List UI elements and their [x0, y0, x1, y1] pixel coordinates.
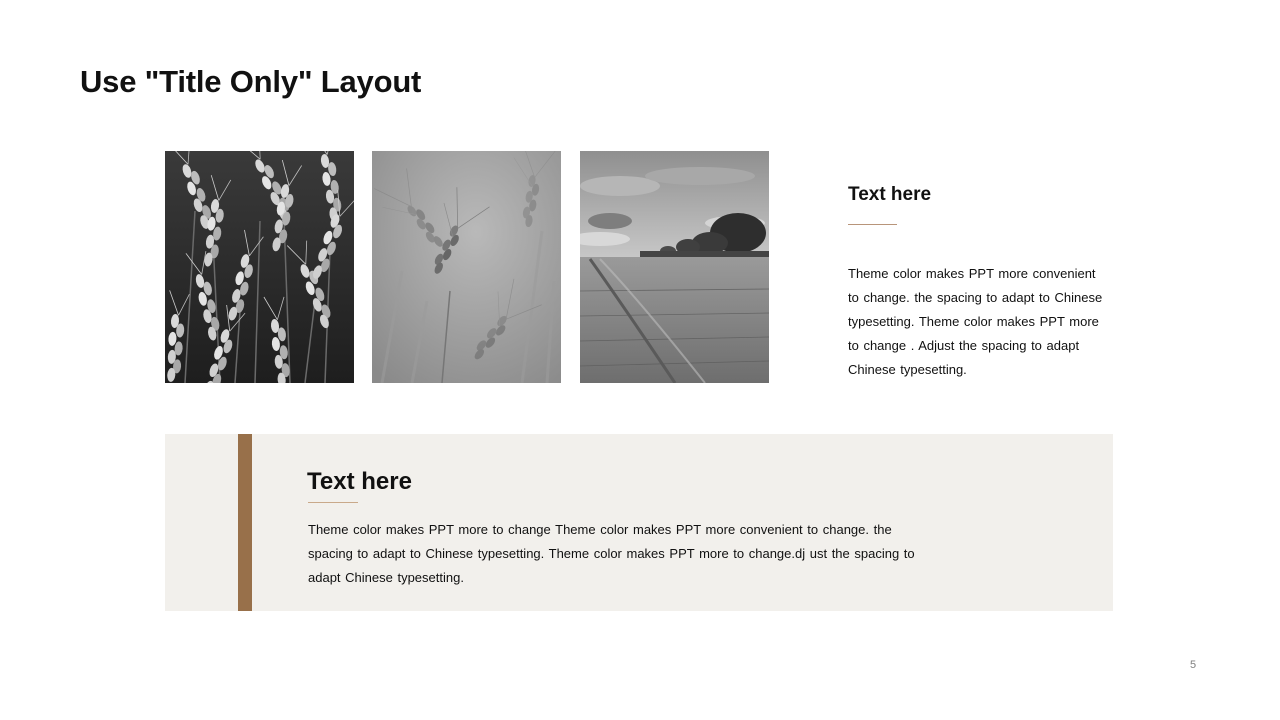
panel-body-text: Theme color makes PPT more to change Theme color makes PPT more convenient to change. the spacing to adapt to Chinese typesetting. Theme color makes PPT more to change.dj ust the spacing to adapt Chinese typesetting.	[308, 522, 915, 585]
panel-divider	[308, 502, 358, 503]
wheat-field-image	[580, 151, 769, 383]
side-heading: Text here	[848, 184, 932, 205]
panel-accent-bar	[238, 434, 252, 611]
wheat-closeup-image	[165, 151, 354, 383]
side-divider	[848, 224, 897, 225]
panel-heading: Text here	[307, 468, 412, 495]
wheat-field-graphic	[580, 151, 769, 383]
content-panel	[165, 434, 1113, 611]
wheat-closeup-graphic	[165, 151, 354, 383]
page-number: 5	[1190, 659, 1197, 671]
slide-title: Use "Title Only" Layout	[80, 64, 422, 99]
side-body-text: Theme color makes PPT more convenient to change. the spacing to adapt to Chinese typesetting. Theme color makes PPT more to change . Adjust the spacing to adapt Chinese typesetting.	[848, 266, 1103, 377]
wheat-ear-graphic	[372, 151, 561, 383]
wheat-ear-image	[372, 151, 561, 383]
